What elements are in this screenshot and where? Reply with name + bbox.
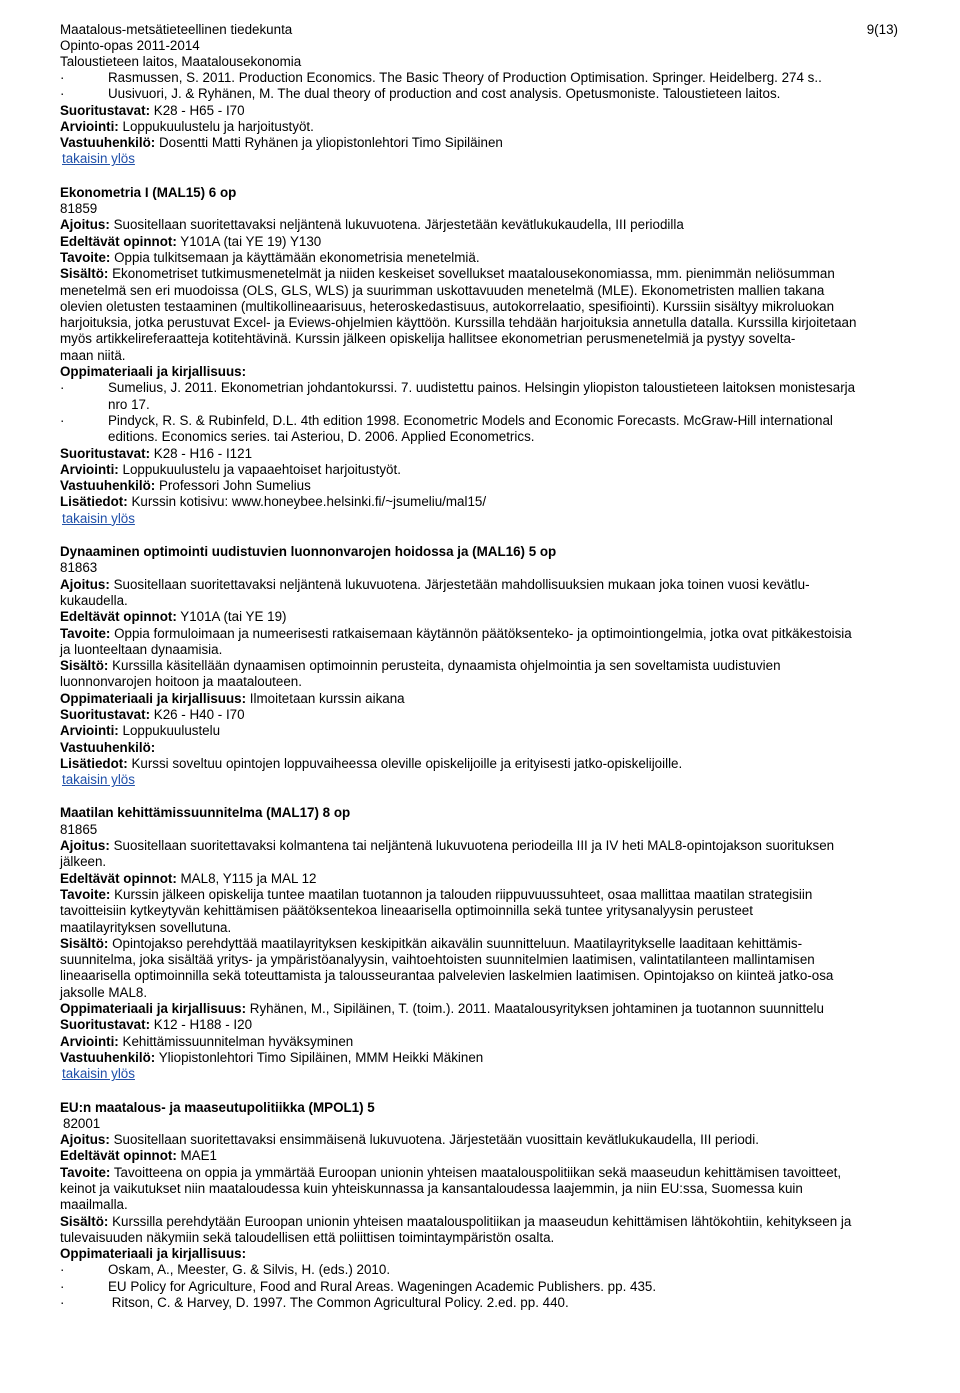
field-tavoite: Tavoite: Oppia formuloimaan ja numeerisesti ratkaisemaan käytännön päätöksenteko- ja optimointiongelmia, jotka ovat pitkäkestoisia [60, 625, 852, 641]
text-line: jälkeen. [60, 854, 107, 870]
field-ajoitus: Ajoitus: Suositellaan suoritettavaksi neljäntenä lukuvuotena. Järjestetään kevätlukukaudella, III periodilla [60, 217, 684, 233]
course-code: 81865 [60, 821, 98, 837]
field-suoritustavat: Suoritustavat: K12 - H188 - I20 [60, 1017, 253, 1033]
department-name: Taloustieteen laitos, Maatalousekonomia [60, 54, 302, 69]
field-oppimateriaali-label: Oppimateriaali ja kirjallisuus: [60, 364, 247, 380]
field-ajoitus: Ajoitus: Suositellaan suoritettavaksi neljäntenä lukuvuotena. Järjestetään mahdollisuuksien mukaan joka toinen vuosi kevätlu- [60, 576, 810, 592]
field-suoritustavat: Suoritustavat: K28 - H65 - I70 [60, 102, 245, 118]
document-page [60, 22, 906, 1311]
field-suoritustavat: Suoritustavat: K26 - H40 - I70 [60, 706, 245, 722]
text-line: myös artikkelireferaatteja kotitehtävinä. Kurssin jälkeen opiskelija hallitsee ekonometrian perusmenetelmiä ja pystyy sovelta- [60, 331, 796, 347]
field-arviointi: Arviointi: Loppukuulustelu [60, 723, 221, 739]
list-item: · Oskam, A., Meester, G. & Silvis, H. (eds.) 2010. [60, 1262, 391, 1278]
field-edeltavat: Edeltävät opinnot: Y101A (tai YE 19) Y130 [60, 233, 322, 249]
field-sisalto: Sisältö: Ekonometriset tutkimusmenetelmät ja niiden keskeiset sovellukset maatalousekonomiassa, mm. pienimmän neliösumman [60, 266, 835, 282]
field-edeltavat: Edeltävät opinnot: MAL8, Y115 ja MAL 12 [60, 870, 317, 886]
field-sisalto: Sisältö: Opintojakso perehdyttää maatilayrityksen keskipitkän aikavälin suunnitteluun. Maatilayritykselle laaditaan kehittämis- [60, 935, 803, 951]
text-line: luonnonvarojen hoitoon ja maatalouteen. [60, 674, 302, 690]
field-ajoitus: Ajoitus: Suositellaan suoritettavaksi kolmantena tai neljäntenä lukuvuotena periodeilla III ja IV heti MAL8-opintojakson suorituksen [60, 838, 835, 854]
list-item: · Ritson, C. & Harvey, D. 1997. The Common Agricultural Policy. 2.ed. pp. 440. [60, 1295, 569, 1311]
list-item: · Sumelius, J. 2011. Ekonometrian johdantokurssi. 7. uudistettu painos. Helsingin yliopiston taloustieteen laitoksen monistesarja nro 17. [60, 380, 856, 412]
field-arviointi: Arviointi: Loppukuulustelu ja vapaaehtoiset harjoitustyöt. [60, 461, 401, 477]
course-code: 81859 [60, 201, 98, 217]
field-edeltavat: Edeltävät opinnot: MAE1 [60, 1148, 217, 1164]
field-sisalto: Sisältö: Kurssilla perehdytään Euroopan unionin yhteisen maatalouspolitiikan ja maaseudun kehittämisen lähtökohtiin, kehitykseen ja [60, 1213, 852, 1229]
course-title: EU:n maatalous- ja maaseutupolitiikka (MPOL1) 5 [60, 1099, 375, 1115]
course-code: 81863 [60, 560, 98, 576]
field-oppimateriaali-label: Oppimateriaali ja kirjallisuus: [60, 1246, 247, 1262]
text-line: suunnitelma, joka sisältää yritys- ja ympäristöanalyysin, vaihtoehtoisten suunnitelmien laatimisen, valintatilanteen mallintamisen [60, 952, 815, 968]
text-line: olevien oletusten testaaminen (multikollineaarisuus, heteroskedastisuus, autokorrelaatio, spesifiointi). Kurssiin sisältyy mikroluokan [60, 298, 835, 314]
field-vastuuhenkilo: Vastuuhenkilö: Dosentti Matti Ryhänen ja yliopistonlehtori Timo Sipiläinen [60, 135, 503, 151]
course-title: Dynaaminen optimointi uudistuvien luonnonvarojen hoidossa ja (MAL16) 5 op [60, 544, 557, 560]
field-oppimateriaali: Oppimateriaali ja kirjallisuus: Ryhänen, M., Sipiläinen, T. (toim.). 2011. Maatalousyrityksen johtaminen ja tuotannon suunnittelu [60, 1001, 824, 1017]
field-edeltavat: Edeltävät opinnot: Y101A (tai YE 19) [60, 609, 287, 625]
text-line: lineaarisella optimoinnilla sekä toteuttamista ja talousseurantaa palvelevien laskelmien laatimisen. Opintojakso on kiinteä jatko-osa [60, 968, 834, 984]
field-vastuuhenkilo: Vastuuhenkilö: Professori John Sumelius [60, 478, 311, 494]
text-line: kukaudella. [60, 592, 128, 608]
text-line: maan niitä. [60, 347, 126, 363]
page-header [60, 22, 906, 70]
field-vastuuhenkilo: Vastuuhenkilö: [60, 739, 156, 755]
text-line: maatilayrityksen sovellutuna. [60, 919, 232, 935]
field-tavoite: Tavoite: Oppia tulkitsemaan ja käyttämään ekonometrisia menetelmiä. [60, 249, 480, 265]
list-item: · Pindyck, R. S. & Rubinfeld, D.L. 4th edition 1998. Econometric Models and Economic Forecasts. McGraw-Hill international editions. Economics series. tai Asteriou, D. 2006. Applied Econometrics. [60, 412, 833, 445]
course-title: Maatilan kehittämissuunnitelma (MAL17) 8 op [60, 805, 351, 821]
faculty-name: Maatalous-metsätieteellinen tiedekunta [60, 22, 293, 37]
back-to-top-link[interactable]: takaisin ylös [62, 772, 135, 788]
text-line: keinot ja vaikutukset niin maataloudessa kuin yhteiskunnassa ja kansantaloudessa laajemmin, ja niin EU:ssa, Suomessa kuin [60, 1181, 803, 1196]
text-line: maailmalla. [60, 1197, 128, 1213]
page-number: 9(13) [866, 22, 898, 37]
field-ajoitus: Ajoitus: Suositellaan suoritettavaksi ensimmäisenä lukuvuotena. Järjestetään vuosittain kevätlukukaudella, III periodi. [60, 1132, 759, 1148]
text-line: tulevaisuuden näkymiin sekä taloudellisen että poliittisen toimintaympäristön osalta. [60, 1229, 555, 1245]
field-oppimateriaali: Oppimateriaali ja kirjallisuus: Ilmoitetaan kurssin aikana [60, 690, 405, 706]
text-line: menetelmä sen eri muodoissa (OLS, GLS, WLS) ja suurimman uskottavuuden menetelmä (MLE). Ekonometristen mallien takana [60, 282, 825, 298]
text-line: jaksolle MAL8. [60, 984, 148, 1000]
field-arviointi: Arviointi: Loppukuulustelu ja harjoitustyöt. [60, 118, 314, 134]
field-sisalto: Sisältö: Kurssilla käsitellään dynaamisen optimoinnin perusteita, dynaamista ohjelmointia ja sen soveltamista uudistuvien [60, 658, 781, 674]
back-to-top-link[interactable]: takaisin ylös [62, 151, 135, 167]
list-item: · Rasmussen, S. 2011. Production Economics. The Basic Theory of Production Optimisation. Springer. Heidelberg. 274 s.. [60, 70, 822, 85]
field-vastuuhenkilo: Vastuuhenkilö: Yliopistonlehtori Timo Sipiläinen, MMM Heikki Mäkinen [60, 1049, 484, 1065]
text-line: harjoituksia, jotka perustuvat Excel- ja Eviews-ohjelmien käyttöön. Kurssilla tehdään harjoituksia annetulla datalla. Kurssilla kirjoitetaan [60, 315, 857, 331]
field-tavoite: Tavoite: Kurssin jälkeen opiskelija tuntee maatilan tuotannon ja talouden riippuvuussuhteet, osaa mallittaa maatilan strategisiin [60, 886, 813, 902]
course-code: 82001 [63, 1115, 101, 1131]
text-line: ja luonteeltaan dynaamisia. [60, 641, 223, 657]
list-item: · Uusivuori, J. & Ryhänen, M. The dual theory of production and cost analysis. Opetusmoniste. Taloustieteen laitos. [60, 86, 781, 102]
text-line: tavoitteisiin kytkeytyvän kehittämisen päätöksentekoa lineaarisella optimoinnilla sekä tuntee yritysanalyysin perusteet [60, 903, 753, 919]
course-title: Ekonometria I (MAL15) 6 op [60, 184, 237, 200]
field-suoritustavat: Suoritustavat: K28 - H16 - I121 [60, 445, 253, 461]
field-lisatiedot: Lisätiedot: Kurssi soveltuu opintojen loppuvaiheessa oleville opiskelijoille ja erityisesti jatko-opiskelijoille. [60, 755, 683, 771]
back-to-top-link[interactable]: takaisin ylös [62, 1066, 135, 1082]
study-guide-title: Opinto-opas 2011-2014 [60, 38, 200, 53]
field-arviointi: Arviointi: Kehittämissuunnitelman hyväksyminen [60, 1033, 354, 1049]
field-tavoite: Tavoite: Tavoitteena on oppia ja ymmärtää Euroopan unionin yhteisen maatalouspolitiikan sekä maaseudun kehittämisen tavoitteet, [60, 1164, 842, 1180]
list-item: · EU Policy for Agriculture, Food and Rural Areas. Wageningen Academic Publishers. pp. 435. [60, 1278, 657, 1294]
field-lisatiedot: Lisätiedot: Kurssin kotisivu: www.honeybee.helsinki.fi/~jsumeliu/mal15/ [60, 494, 487, 510]
back-to-top-link[interactable]: takaisin ylös [62, 510, 135, 526]
